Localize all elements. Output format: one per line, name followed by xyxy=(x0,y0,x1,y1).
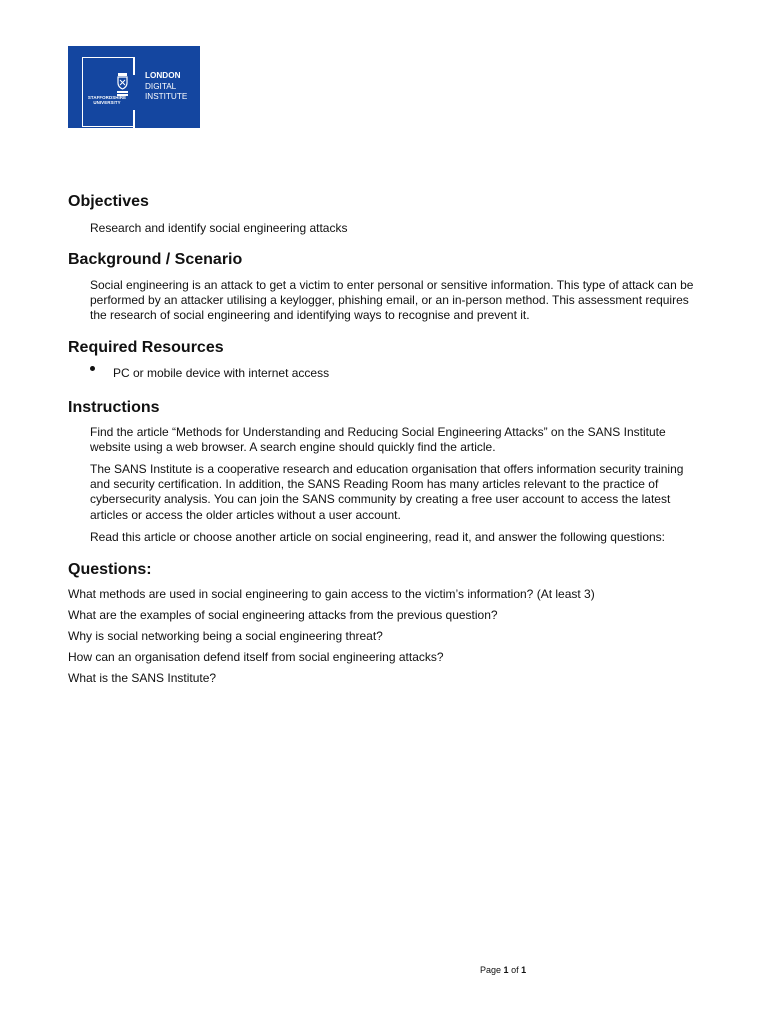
objectives-heading: Objectives xyxy=(68,193,149,210)
question-item: What is the SANS Institute? xyxy=(68,671,217,685)
page-number: Page 1 of 1 xyxy=(480,965,527,975)
question-item: Why is social networking being a social engineering threat? xyxy=(68,629,383,643)
university-name: STAFFORDSHIRE UNIVERSITY xyxy=(87,95,127,106)
question-item: How can an organisation defend itself from social engineering attacks? xyxy=(68,650,444,664)
crest-icon xyxy=(117,73,128,97)
resources-heading: Required Resources xyxy=(68,339,224,356)
background-text: Social engineering is an attack to get a victim to enter personal or sensitive information. This type of attack can be performed by an attacker utilising a keylogger, phishing email, or an in-person method. This assessment requires the research of social engineering and identifying ways to recognise and prevent it. xyxy=(90,278,694,323)
instructions-heading: Instructions xyxy=(68,399,160,416)
instructions-paragraph-1: Find the article “Methods for Understanding and Reducing Social Engineering Attacks” on the SANS Institute website using a web browser. A search engine should quickly find the article. xyxy=(90,425,666,455)
logo-line-london: LONDON xyxy=(145,71,181,80)
instructions-paragraph-3: Read this article or choose another article on social engineering, read it, and answer the following questions: xyxy=(90,530,666,544)
question-item: What methods are used in social engineering to gain access to the victim’s information? (At least 3) xyxy=(68,587,595,601)
instructions-paragraph-2: The SANS Institute is a cooperative research and education organisation that offers information security training and security certification. In addition, the SANS Reading Room has many articles relevant to the practice of cybersecurity analysis. You can join the SANS community by creating a free user account to access the latest articles or access the older articles without a user account. xyxy=(90,462,684,522)
objectives-text: Research and identify social engineering attacks xyxy=(90,221,348,235)
question-item: What are the examples of social engineering attacks from the previous question? xyxy=(68,608,498,622)
logo-line-digital: DIGITAL xyxy=(145,82,177,91)
institute-logo xyxy=(68,46,200,128)
logo-line-institute: INSTITUTE xyxy=(145,92,188,101)
bullet-icon xyxy=(90,366,95,371)
background-heading: Background / Scenario xyxy=(68,251,243,268)
resource-item: PC or mobile device with internet access xyxy=(113,366,330,380)
questions-heading: Questions: xyxy=(68,561,152,578)
